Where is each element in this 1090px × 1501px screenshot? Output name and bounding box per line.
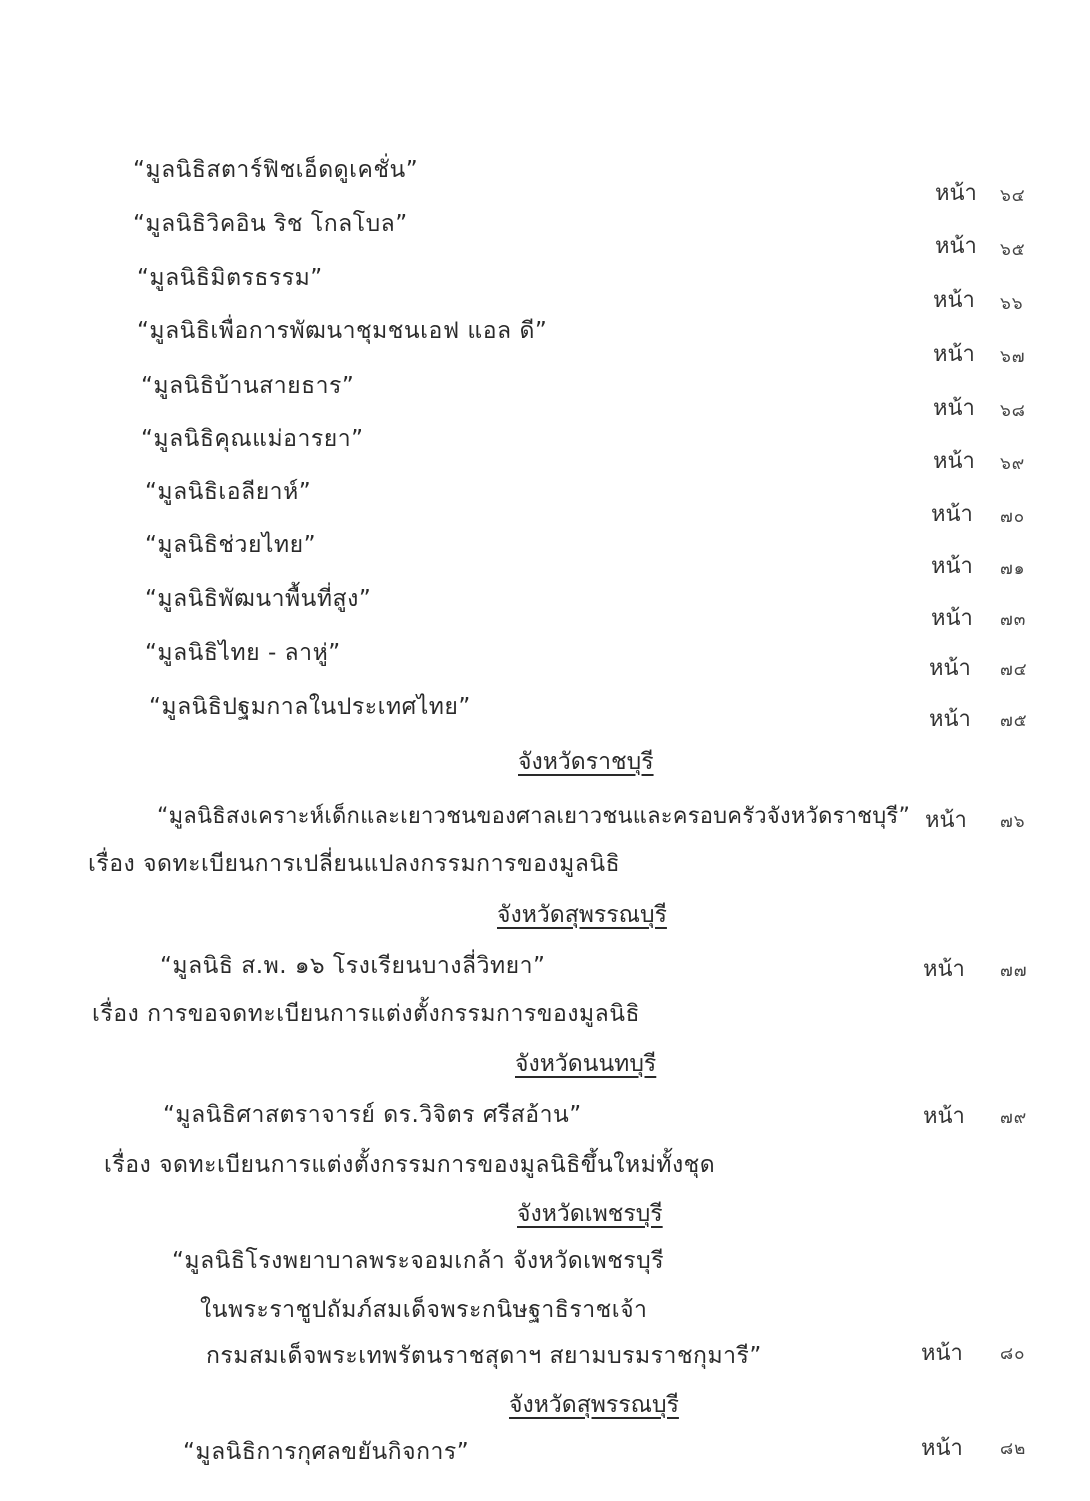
page-number: ๗๑ xyxy=(1000,559,1026,579)
page-label: หน้า xyxy=(933,396,975,421)
page-label: หน้า xyxy=(921,1341,963,1366)
entry-name: “มูลนิธิวิคอิน ริช โกลโบล” xyxy=(133,211,408,237)
page-label: หน้า xyxy=(923,957,965,982)
province-heading: จังหวัดราชบุรี xyxy=(518,749,654,775)
page-label: หน้า xyxy=(933,449,975,474)
page-number: ๖๙ xyxy=(1000,454,1026,474)
entry-name-line-2: ในพระราชูปถัมภ์สมเด็จพระกนิษฐาธิราชเจ้า xyxy=(200,1297,648,1323)
province-heading: จังหวัดสุพรรณบุรี xyxy=(497,902,667,928)
page-label: หน้า xyxy=(931,502,973,527)
page-label: หน้า xyxy=(935,234,977,259)
page-label: หน้า xyxy=(931,554,973,579)
page-number: ๗๐ xyxy=(1000,507,1026,527)
page-label: หน้า xyxy=(931,606,973,631)
entry-name: “มูลนิธิปฐมกาลในประเทศไทย” xyxy=(149,694,471,720)
page-label: หน้า xyxy=(929,656,971,681)
entry-name: “มูลนิธิช่วยไทย” xyxy=(145,532,317,558)
page-number: ๘๒ xyxy=(1000,1439,1027,1459)
entry-name: “มูลนิธิเพื่อการพัฒนาชุมชนเอฟ แอล ดี” xyxy=(137,318,548,344)
entry-name: “มูลนิธิไทย - ลาหู่” xyxy=(145,640,341,666)
subject-line: เรื่อง จดทะเบียนการเปลี่ยนแปลงกรรมการของมูลนิธิ xyxy=(88,851,621,877)
page-number: ๗๕ xyxy=(1000,711,1028,731)
page-number: ๖๗ xyxy=(1000,347,1026,367)
entry-name: “มูลนิธิสงเคราะห์เด็กและเยาวชนของศาลเยาวชนและครอบครัวจังหวัดราชบุรี” xyxy=(157,804,911,829)
page-label: หน้า xyxy=(935,181,977,206)
entry-name: “มูลนิธิคุณแม่อารยา” xyxy=(141,426,364,452)
page-number: ๖๘ xyxy=(1000,401,1026,421)
entry-name: “มูลนิธิเอลียาห์” xyxy=(145,479,312,505)
province-heading: จังหวัดนนทบุรี xyxy=(515,1051,657,1077)
page-number: ๗๙ xyxy=(1000,1108,1028,1128)
page-number: ๗๓ xyxy=(1000,610,1027,630)
province-heading: จังหวัดเพชรบุรี xyxy=(517,1201,663,1227)
page-label: หน้า xyxy=(933,288,975,313)
page-number: ๗๖ xyxy=(1000,812,1026,832)
entry-name-line-3: กรมสมเด็จพระเทพรัตนราชสุดาฯ สยามบรมราชกุมารี” xyxy=(206,1343,762,1369)
page-label: หน้า xyxy=(921,1436,963,1461)
entry-name: “มูลนิธิพัฒนาพื้นที่สูง” xyxy=(145,586,372,612)
entry-name-line-1: “มูลนิธิโรงพยาบาลพระจอมเกล้า จังหวัดเพชรบุรี xyxy=(172,1248,665,1274)
page-number: ๖๖ xyxy=(1000,294,1024,314)
entry-name: “มูลนิธิสตาร์ฟิชเอ็ดดูเคชั่น” xyxy=(133,157,419,183)
subject-line: เรื่อง จดทะเบียนการแต่งตั้งกรรมการของมูลนิธิขึ้นใหม่ทั้งชุด xyxy=(104,1152,716,1178)
province-heading: จังหวัดสุพรรณบุรี xyxy=(509,1392,679,1418)
entry-name: “มูลนิธิ ส.พ. ๑๖ โรงเรียนบางลี่วิทยา” xyxy=(160,953,546,979)
entry-name: “มูลนิธิมิตรธรรม” xyxy=(137,265,323,291)
page-label: หน้า xyxy=(925,808,967,833)
page-number: ๗๔ xyxy=(1000,660,1028,680)
page-number: ๖๔ xyxy=(1000,186,1026,206)
subject-line: เรื่อง การขอจดทะเบียนการแต่งตั้งกรรมการของมูลนิธิ xyxy=(92,1001,641,1027)
page-number: ๘๐ xyxy=(1000,1344,1026,1364)
page-number: ๖๕ xyxy=(1000,240,1026,260)
entry-name: “มูลนิธิศาสตราจารย์ ดร.วิจิตร ศรีสอ้าน” xyxy=(163,1102,582,1128)
page-label: หน้า xyxy=(929,707,971,732)
page-number: ๗๗ xyxy=(1000,961,1028,981)
page-label: หน้า xyxy=(923,1104,965,1129)
entry-name: “มูลนิธิบ้านสายธาร” xyxy=(141,373,355,399)
entry-name: “มูลนิธิการกุศลขยันกิจการ” xyxy=(183,1439,470,1465)
page-label: หน้า xyxy=(933,342,975,367)
